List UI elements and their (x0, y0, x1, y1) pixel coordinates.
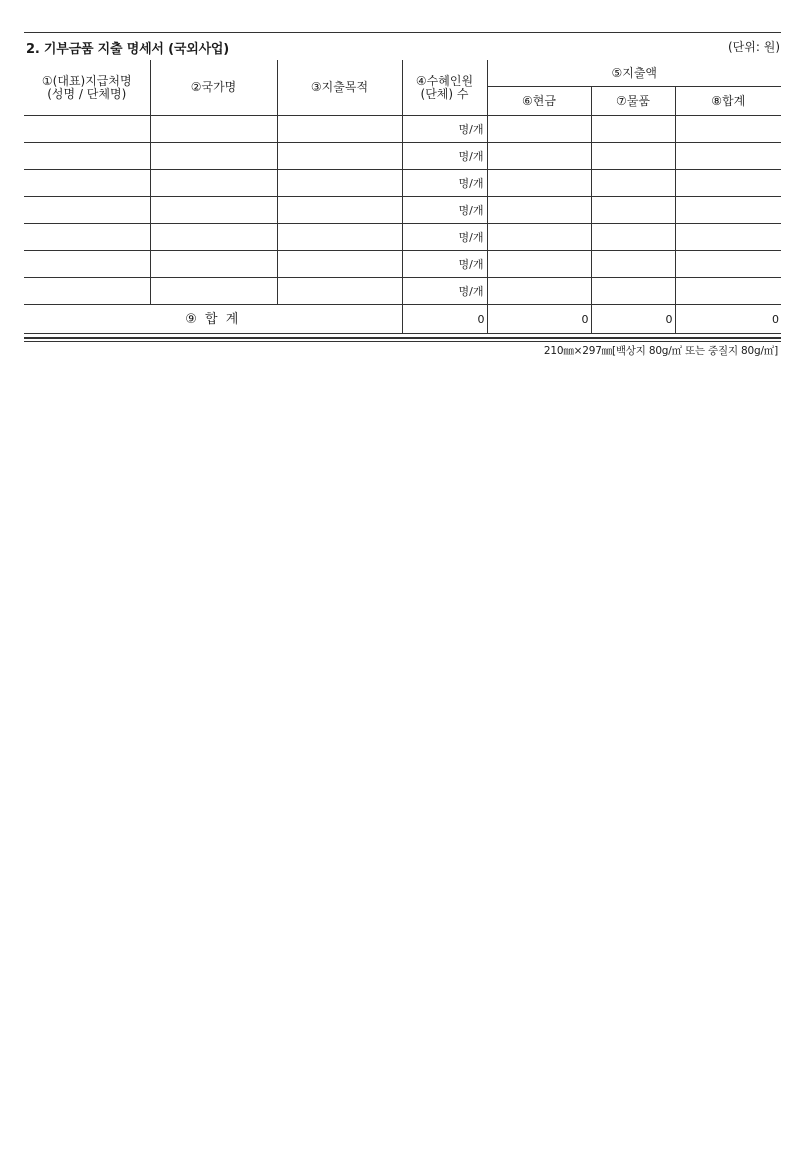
purpose-cell[interactable] (277, 251, 402, 278)
table-row (24, 143, 781, 170)
header-recipient-line2: (성명 / 단체명) (47, 86, 127, 101)
recipient-cell[interactable] (24, 143, 150, 170)
header-country: ②국가명 (150, 60, 277, 116)
total-row (24, 305, 781, 334)
top-rule (24, 32, 781, 33)
beneficiaries-cell[interactable]: 명/개 (402, 116, 487, 143)
form-section-title: 2. 기부금품 지출 명세서 (국외사업) (26, 42, 230, 57)
goods-cell[interactable] (591, 251, 675, 278)
header-recipient (24, 60, 150, 116)
purpose-cell[interactable] (277, 224, 402, 251)
country-cell[interactable] (150, 224, 277, 251)
recipient-cell[interactable] (24, 224, 150, 251)
cash-cell[interactable] (487, 224, 591, 251)
total-beneficiaries: 0 (402, 305, 487, 334)
total-sum: 0 (675, 305, 781, 334)
goods-cell[interactable] (591, 197, 675, 224)
bottom-rule-thick (24, 337, 781, 339)
total-label: ⑨ 합 계 (24, 305, 402, 334)
purpose-cell[interactable] (277, 143, 402, 170)
recipient-cell[interactable] (24, 116, 150, 143)
country-cell[interactable] (150, 251, 277, 278)
cash-cell[interactable] (487, 170, 591, 197)
header-sum: ⑧합계 (675, 87, 781, 116)
goods-cell[interactable] (591, 278, 675, 305)
beneficiaries-cell[interactable]: 명/개 (402, 251, 487, 278)
paper-spec-footer: 210㎜×297㎜[백상지 80g/㎡ 또는 중질지 80g/㎡] (543, 345, 778, 357)
sum-cell[interactable] (675, 116, 781, 143)
recipient-cell[interactable] (24, 251, 150, 278)
goods-cell[interactable] (591, 224, 675, 251)
beneficiaries-cell[interactable]: 명/개 (402, 170, 487, 197)
header-expenditure: ⑤지출액 (487, 60, 781, 87)
goods-cell[interactable] (591, 170, 675, 197)
beneficiaries-cell[interactable]: 명/개 (402, 197, 487, 224)
table-header-row (24, 60, 781, 87)
unit-label: (단위: 원) (728, 40, 780, 54)
cash-cell[interactable] (487, 143, 591, 170)
header-beneficiaries-line1: ④수혜인원 (415, 73, 474, 88)
header-beneficiaries-line2: (단체) 수 (420, 86, 469, 101)
table-row (24, 278, 781, 305)
sum-cell[interactable] (675, 170, 781, 197)
sum-cell[interactable] (675, 224, 781, 251)
header-goods: ⑦물품 (591, 87, 675, 116)
table-row (24, 116, 781, 143)
sum-cell[interactable] (675, 197, 781, 224)
expenditure-table (24, 60, 781, 334)
beneficiaries-cell[interactable]: 명/개 (402, 143, 487, 170)
header-beneficiaries (402, 60, 487, 116)
country-cell[interactable] (150, 116, 277, 143)
header-cash: ⑥현금 (487, 87, 591, 116)
total-cash: 0 (487, 305, 591, 334)
cash-cell[interactable] (487, 251, 591, 278)
cash-cell[interactable] (487, 197, 591, 224)
purpose-cell[interactable] (277, 197, 402, 224)
country-cell[interactable] (150, 197, 277, 224)
recipient-cell[interactable] (24, 170, 150, 197)
purpose-cell[interactable] (277, 278, 402, 305)
beneficiaries-cell[interactable]: 명/개 (402, 278, 487, 305)
purpose-cell[interactable] (277, 116, 402, 143)
purpose-cell[interactable] (277, 170, 402, 197)
goods-cell[interactable] (591, 143, 675, 170)
cash-cell[interactable] (487, 278, 591, 305)
sum-cell[interactable] (675, 251, 781, 278)
goods-cell[interactable] (591, 116, 675, 143)
country-cell[interactable] (150, 143, 277, 170)
table-row (24, 251, 781, 278)
sum-cell[interactable] (675, 278, 781, 305)
header-purpose: ③지출목적 (277, 60, 402, 116)
header-recipient-line1: ①(대표)지급처명 (41, 73, 132, 88)
recipient-cell[interactable] (24, 278, 150, 305)
country-cell[interactable] (150, 278, 277, 305)
total-goods: 0 (591, 305, 675, 334)
beneficiaries-cell[interactable]: 명/개 (402, 224, 487, 251)
sum-cell[interactable] (675, 143, 781, 170)
cash-cell[interactable] (487, 116, 591, 143)
table-row (24, 170, 781, 197)
table-row (24, 224, 781, 251)
bottom-rule-thin (24, 341, 781, 342)
recipient-cell[interactable] (24, 197, 150, 224)
table-row (24, 197, 781, 224)
country-cell[interactable] (150, 170, 277, 197)
